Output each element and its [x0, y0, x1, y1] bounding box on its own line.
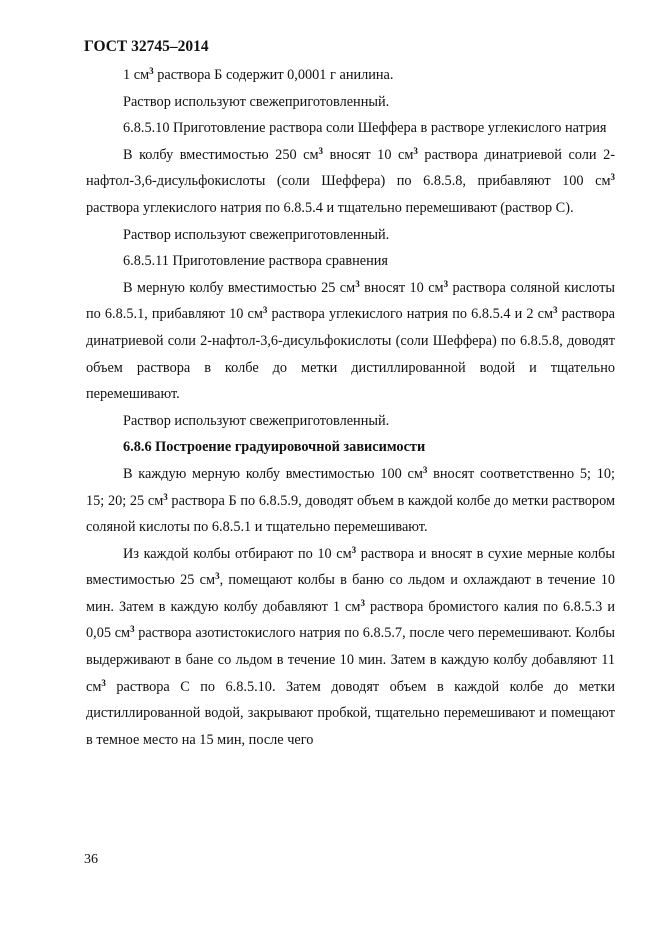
paragraph-sample-procedure: Из каждой колбы отбирают по 10 $см^3$ раствора и вносят в сухие мерные колбы вместимостью 25 $см^3$, помещают колбы в баню со льдом и охлаждают в течение 10 мин. Затем в каждую колбу добавляют 1 $см^3$ раствора бромистого калия по 6.8.5.3 и 0,05 $см^3$ раствора азотистокислого натрия по 6.8.5.7, после чего перемешивают. Колбы выдерживают в бане со льдом в течение 10 мин. Затем в каждую колбу добавляют 11 $см^3$ раствора С по 6.8.5.10. Затем доводят объем в каждой колбе до метки дистиллированной водой, закрывают пробкой, тщательно перемешивают и помещают в темное место на 15 мин, после чего — [86, 544, 616, 748]
paragraph-schaeffer-salt-preparation: В колбу вместимостью 250 $см^3$ вносят 10 $см^3$ раствора динатриевой соли 2-нафтол-3,6-дисульфокислоты (соли Шеффера) по 6.8.5.8, прибавляют 100 $см^3$ раствора углекислого натрия по 6.8.5.4 и тщательно перемешивают (раствор С). — [86, 145, 615, 216]
document-body — [86, 62, 615, 753]
page-number: 36 — [84, 852, 98, 867]
paragraph-calibration-flasks: В каждую мерную колбу вместимостью 100 $см^3$ вносят соответственно 5; 10; 15; 20; 25 $см^3$ раствора Б по 6.8.5.9, доводят объем в каждой колбе до метки раствором соляной кислоты по 6.8.5.1 и тщательно перемешивают. — [86, 464, 615, 536]
paragraph-reference-solution-preparation: В мерную колбу вместимостью 25 $см^3$ вносят 10 $см^3$ раствора соляной кислоты по 6.8.5.1, прибавляют 10 $см^3$ раствора углекислого натрия по 6.8.5.4 и 2 $см^3$ раствора динатриевой соли 2-нафтол-3,6-дисульфокислоты (соли Шеффера) по 6.8.5.8, доводят объем раствора в колбе до метки дистиллированной водой и тщательно перемешивают. — [86, 278, 615, 403]
paragraph-section-6-8-5-11: 6.8.5.11 Приготовление раствора сравнения — [123, 253, 388, 270]
paragraph-fresh-solution-1: Раствор используют свежеприготовленный. — [123, 93, 390, 110]
paragraph-aniline-concentration: 1 $см^3$ раствора Б содержит 0,0001 г анилина. — [123, 66, 394, 83]
section-heading-6-8-6: 6.8.6 Построение градуировочной зависимости — [123, 439, 426, 456]
paragraph-fresh-solution-3: Раствор используют свежеприготовленный. — [123, 412, 390, 429]
paragraph-section-6-8-5-10: 6.8.5.10 Приготовление раствора соли Шеффера в растворе углекислого натрия — [123, 120, 607, 137]
paragraph-fresh-solution-2: Раствор используют свежеприготовленный. — [123, 226, 390, 243]
document-standard-title: ГОСТ 32745–2014 — [84, 38, 209, 55]
